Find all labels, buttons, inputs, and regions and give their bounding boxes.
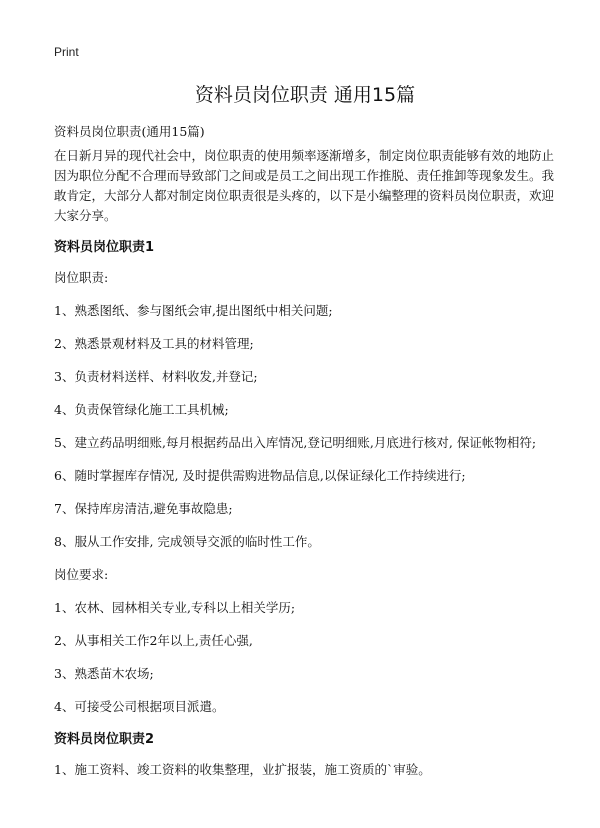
duty-item: 1、施工资料、竣工资料的收集整理，业扩报装，施工资质的`审验。 [54, 762, 431, 777]
requirements-label: 岗位要求: [54, 567, 109, 582]
intro-paragraph: 在日新月异的现代社会中，岗位职责的使用频率逐渐增多，制定岗位职责能够有效的地防止因为职位分配不合理而导致部门之间或是员工之间出现工作推脱、责任推卸等现象发生。我敢肯定，大部分人都对制定岗位职责很是头疼的，以下是小编整理的资料员岗位职责，欢迎大家分享。 [54, 148, 555, 223]
requirement-item: 2、从事相关工作2年以上,责任心强, [54, 633, 253, 648]
requirement-item: 3、熟悉苗木农场; [54, 666, 154, 681]
document-subtitle: 资料员岗位职责(通用15篇) [54, 124, 205, 139]
document-title: 资料员岗位职责 通用15篇 [194, 84, 416, 106]
duty-item: 6、随时掌握库存情况, 及时提供需购进物品信息,以保证绿化工作持续进行; [54, 468, 466, 483]
duty-item: 2、熟悉景观材料及工具的材料管理; [54, 336, 254, 351]
duty-item: 7、保持库房清洁,避免事故隐患; [54, 501, 233, 516]
duty-item: 1、熟悉图纸、参与图纸会审,提出图纸中相关问题; [54, 303, 333, 318]
duty-item: 5、建立药品明细账,每月根据药品出入库情况,登记明细账,月底进行核对, 保证帐物相符; [54, 435, 537, 450]
section-heading-1: 资料员岗位职责1 [54, 240, 155, 255]
requirement-item: 4、可接受公司根据项目派遣。 [54, 699, 225, 714]
duties-label: 岗位职责: [54, 270, 109, 285]
print-link[interactable]: Print [54, 45, 79, 59]
duty-item: 3、负责材料送样、材料收发,并登记; [54, 369, 258, 384]
duty-item: 8、服从工作安排, 完成领导交派的临时性工作。 [54, 534, 320, 549]
requirement-item: 1、农林、园林相关专业,专科以上相关学历; [54, 600, 296, 615]
section-heading-2: 资料员岗位职责2 [54, 732, 155, 747]
duty-item: 4、负责保管绿化施工工具机械; [54, 402, 229, 417]
